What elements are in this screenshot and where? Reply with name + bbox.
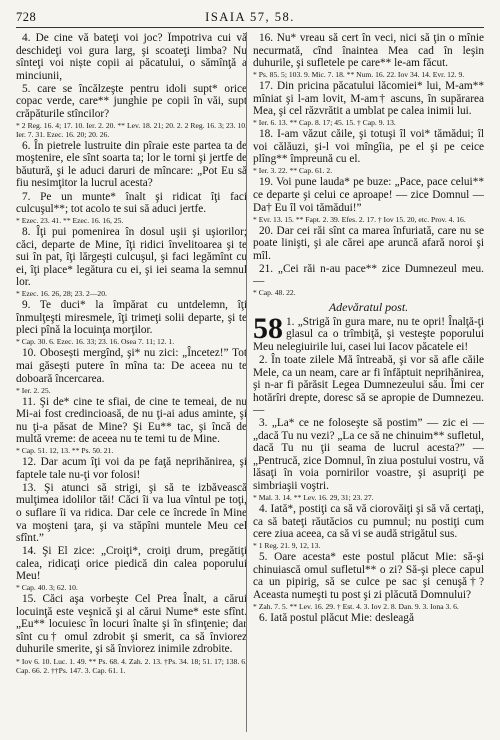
verse: 7. Pe un munte* înalt şi ridicat îţi faci culcuşul**; tot acolo te sui să aduci jertfe.: [16, 190, 247, 216]
cross-reference: * 2 Reg. 16. 4; 17. 10. Ier. 2. 20. ** Lev. 18. 21; 20. 2. 2 Reg. 16. 3; 23. 10. Ier. 7. 31. Ezec. 16. 20; 20. 26.: [16, 120, 247, 139]
verse: 6. Iată postul plăcut Mie: desleagă: [259, 611, 414, 624]
cross-reference: * Ier. 3. 22. ** Cap. 61. 2.: [253, 166, 333, 176]
verse: 2. În toate zilele Mă întreabă, şi vor să afle căile Mele, ca un neam, care ar fi înfăptuit neprihănirea, şi n-ar fi părăsit Legea Dumnezeului său. Îmi cer hotărîri drepte, doresc să se apropie de Dumnezeu. —: [253, 353, 484, 417]
chapter-number: 58: [253, 311, 283, 345]
cross-reference: * Cap. 48. 22.: [253, 288, 296, 298]
cross-reference: * Ier. 2. 25.: [16, 385, 51, 395]
cross-reference: * Zah. 7. 5. ** Lev. 16. 29. † Est. 4. 3. Iov 2. 8. Dan. 9. 3. Iona 3. 6.: [253, 601, 459, 611]
verse: 12. Dar acum îţi voi da pe faţă neprihănirea, şi faptele tale nu-ţi vor folosi!: [16, 456, 247, 481]
verse: 14. Şi El zice: „Croiţi*, croiţi drum, pregătiţi calea, ridicaţi orice piedică din calea poporului Meu!: [16, 545, 247, 583]
cross-reference: * 1 Reg. 21. 9, 12, 13.: [253, 541, 321, 551]
left-column: [16, 32, 247, 732]
verse: 6. În pietrele lustruite din pîraie este partea ta de moştenire, ele sînt soarta ta; lor le torni şi jertfe de băutură, şi le aduci daruri de mîncare: „Pot Eu să fiu nesimţitor la lucrul acesta?: [16, 139, 247, 190]
cross-reference: * Ezec. 23. 41. ** Ezec. 16. 16, 25.: [16, 216, 124, 226]
cross-reference: * Cap. 40. 3; 62. 10.: [16, 583, 78, 593]
column-divider: [246, 32, 247, 732]
verse: 8. Îţi pui pomenirea în dosul uşii şi uşiorilor; căci, departe de Mine, îţi ridici învelitoarea şi te sui în pat, îţi lărgeşti culcuşul, şi faci legămînt cu ei, îţi place* legătura cu ei, şi iei seama la semnul lor.: [16, 226, 247, 289]
chapter-title: ISAIA 57, 58.: [205, 10, 295, 24]
verse: 10. Obosești mergînd, şi* nu zici: „Încetez!” Tot mai găseşti putere în mîna ta: De aceea nu te doboară încercarea.: [16, 347, 247, 385]
verse-text: 1. „Strigă în gura mare, nu te opri! Înalţă-ţi glasul ca o trîmbiţă, şi vesteşte poporului Meu nelegiuirile lui, casei lui Iacov păcatele ei!: [253, 315, 484, 353]
page-number: 728: [16, 10, 37, 24]
page-header: [16, 10, 484, 26]
cross-reference: * Cap. 30. 6. Ezec. 16. 33; 23. 16. Osea 7. 11; 12. 1.: [16, 337, 175, 347]
cross-reference: * Iov 6. 10. Luc. 1. 49. ** Ps. 68. 4. Zah. 2. 13. †Ps. 34. 18; 51. 17; 138. 6. Cap. 66. 2. ††Ps. 147. 3. Cap. 61. 1.: [16, 656, 247, 675]
cross-reference: * Ps. 85. 5; 103. 9. Mic. 7. 18. ** Num. 16. 22. Iov 34. 14. Evr. 12. 9.: [253, 70, 465, 80]
verse: 18. I-am văzut căile, şi totuşi îl voi* tămădui; îl voi călăuzi, şi-l voi mîngîia, pe el şi pe ceice plîng** împreună cu el.: [253, 128, 484, 166]
verse: 19. Voi pune lauda* pe buze: „Pace, pace celui** ce departe şi celui ce aproape! — zice Domnul — Da† Eu îl voi tămădui!”: [253, 176, 484, 214]
verse: 21. „Cei răi n-au pace** zice Dumnezeul meu. —: [253, 262, 484, 288]
verse: 15. Căci aşa vorbeşte Cel Prea Înalt, a cărui locuinţă este veşnică şi al cărui Nume* este sfînt. „Eu** locuiesc în locuri înalte şi în sfinţenie; dar sînt cu† omul zdrobit şi smerit, ca să înviorez duhurile smerite, şi să înviorez inimile zdrobite.: [16, 593, 247, 656]
verse: 9. Te duci* la împărat cu untdelemn, îţi înmulţeşti miresmele, îţi trimeţi solii departe, şi te pleci pînă la locuinţa morţilor.: [16, 299, 247, 337]
verse: 11. Şi de* cine te sfiai, de cine te temeai, de nu Mi-ai fost credincioasă, de nu ţi-ai adus aminte, şi nu ţi-a păsat de Mine? Şi Eu** tac, şi încă de multă vreme: de aceea nu te temi tu de Mine.: [16, 395, 247, 446]
verse: 5. care se încălzeşte pentru idoli supt* orice copac verde, care** junghie pe copii în văi, supt crăpăturile stîncilor?: [16, 82, 247, 120]
section-title: Adevăratul post.: [328, 300, 409, 315]
cross-reference: * Mal. 3. 14. ** Lev. 16. 29, 31; 23. 27.: [253, 493, 374, 502]
header-rule: [16, 27, 484, 28]
verse: 4. De cine vă bateţi voi joc? Împotriva cui vă deschideţi voi gura larg, şi scoateţi limba? Nu sînteţi voi niște copii ai păcatului, o sămînţă a minciunii,: [16, 32, 247, 82]
cross-reference: * Ezec. 16. 26, 28; 23. 2—20.: [16, 289, 107, 299]
chapter-opening-verse: [253, 311, 484, 354]
verse: 13. Şi atunci să strigi, şi să te izbăvească mulţimea idolilor tăi! Căci îi va lua vîntul pe toţi, o suflare îi va ridica. Dar cele ce încrede în Mine va moşteni ţara, şi va stăpîni muntele Meu cel sfînt.”: [16, 481, 247, 545]
cross-reference: * Ier. 6. 13. ** Cap. 8. 17; 45. 15. † Cap. 9. 13.: [253, 118, 396, 128]
verse: 4. Iată*, postiţi ca să vă ciorovăiţi şi să vă certaţi, ca să bateţi răutăcios cu pumnul; nu postiţi cum cere ziua aceea, ca să vi se audă strigătul sus.: [253, 503, 484, 541]
verse: 5. Oare acesta* este postul plăcut Mie: să-şi chinuiască omul sufletul** o zi? Să-şi plece capul ca un pipirig, să se culce pe sac şi cenuşă†? Aceasta numeşti tu post şi zi plăcută Domnului?: [253, 551, 484, 601]
right-column: [253, 32, 484, 732]
verse: 17. Din pricina păcatului lăcomiei* lui, M-am** mîniat şi l-am lovit, M-am† ascuns, în supărarea Mea, şi cel răzvrătit a umblat pe calea inimii lui.: [253, 80, 484, 118]
cross-reference: * Cap. 51. 12, 13. ** Ps. 50. 21.: [16, 446, 114, 456]
verse: 20. Dar cei răi sînt ca marea înfuriată, care nu se poate linişti, şi ale cărei ape aruncă afară noroi şi mîl.: [253, 224, 484, 262]
cross-reference: * Evr. 13. 15. ** Fapt. 2. 39. Efes. 2. 17. † Iov 15. 20, etc. Prov. 4. 16.: [253, 214, 466, 224]
verse: 3. „La* ce ne foloseşte să postim” — zic ei — „dacă Tu nu vezi? „La ce să ne chinuim** sufletul, dacă Tu nu ţii seama de lucrul acesta?” — „Pentrucă, zice Domnul, în ziua postului vostru, vă lăsaţi în voia pornirilor voastre, şi asupriţi pe simbriaşii voştri.: [253, 417, 484, 492]
verse: 16. Nu* vreau să cert în veci, nici să ţin o mînie necurmată, cînd înaintea Mea cad în leşin duhurile, şi sufletele pe care** le-am făcut.: [253, 32, 484, 70]
